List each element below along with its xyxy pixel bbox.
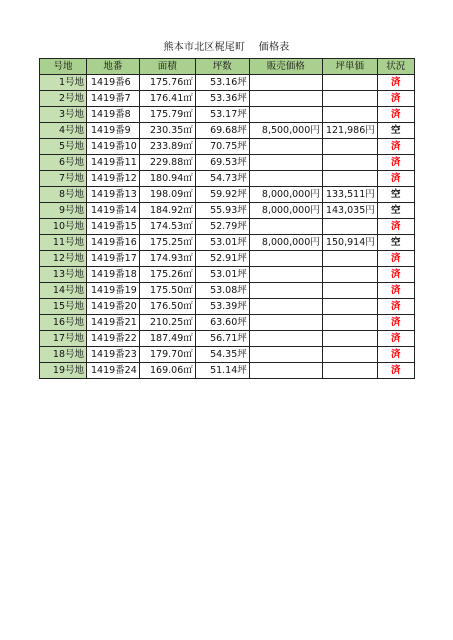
cell-lot: 3号地 — [40, 107, 87, 123]
cell-unit-price: 121,986円 — [322, 123, 377, 139]
cell-area: 180.94㎡ — [139, 171, 195, 187]
cell-price — [249, 283, 322, 299]
cell-tsubo: 52.79坪 — [195, 219, 249, 235]
header-price: 販売価格 — [249, 59, 322, 75]
cell-status: 済 — [377, 347, 414, 363]
cell-unit-price — [322, 347, 377, 363]
cell-price — [249, 139, 322, 155]
cell-status: 済 — [377, 299, 414, 315]
cell-area: 175.50㎡ — [139, 283, 195, 299]
table-row — [40, 155, 415, 171]
cell-tsubo: 69.68坪 — [195, 123, 249, 139]
cell-unit-price — [322, 91, 377, 107]
cell-status: 済 — [377, 139, 414, 155]
cell-area: 179.70㎡ — [139, 347, 195, 363]
cell-price — [249, 331, 322, 347]
cell-tsubo: 53.36坪 — [195, 91, 249, 107]
table-row — [40, 267, 415, 283]
cell-chiban: 1419番15 — [87, 219, 140, 235]
cell-tsubo: 56.71坪 — [195, 331, 249, 347]
cell-lot: 14号地 — [40, 283, 87, 299]
cell-area: 175.25㎡ — [139, 235, 195, 251]
cell-tsubo: 53.16坪 — [195, 75, 249, 91]
cell-chiban: 1419番11 — [87, 155, 140, 171]
cell-status: 済 — [377, 363, 414, 379]
cell-area: 175.79㎡ — [139, 107, 195, 123]
table-row — [40, 91, 415, 107]
cell-lot: 18号地 — [40, 347, 87, 363]
cell-chiban: 1419番14 — [87, 203, 140, 219]
cell-price — [249, 347, 322, 363]
cell-chiban: 1419番22 — [87, 331, 140, 347]
cell-unit-price — [322, 139, 377, 155]
table-row — [40, 187, 415, 203]
cell-price: 8,000,000円 — [249, 187, 322, 203]
cell-status: 済 — [377, 171, 414, 187]
table-row — [40, 171, 415, 187]
cell-area: 169.06㎡ — [139, 363, 195, 379]
cell-unit-price — [322, 299, 377, 315]
table-row — [40, 123, 415, 139]
cell-status: 空 — [377, 235, 414, 251]
cell-area: 229.88㎡ — [139, 155, 195, 171]
cell-area: 176.41㎡ — [139, 91, 195, 107]
table-row — [40, 283, 415, 299]
cell-unit-price: 133,511円 — [322, 187, 377, 203]
cell-price — [249, 267, 322, 283]
cell-price — [249, 107, 322, 123]
cell-lot: 17号地 — [40, 331, 87, 347]
cell-unit-price — [322, 363, 377, 379]
cell-chiban: 1419番12 — [87, 171, 140, 187]
cell-unit-price — [322, 251, 377, 267]
cell-chiban: 1419番23 — [87, 347, 140, 363]
table-row — [40, 203, 415, 219]
cell-chiban: 1419番9 — [87, 123, 140, 139]
cell-lot: 1号地 — [40, 75, 87, 91]
cell-unit-price — [322, 283, 377, 299]
header-chiban: 地番 — [87, 59, 140, 75]
cell-chiban: 1419番6 — [87, 75, 140, 91]
cell-area: 175.76㎡ — [139, 75, 195, 91]
cell-price — [249, 299, 322, 315]
header-tsubo: 坪数 — [195, 59, 249, 75]
cell-price — [249, 363, 322, 379]
cell-lot: 10号地 — [40, 219, 87, 235]
page-title: 熊本市北区梶尾町 価格表 — [163, 42, 290, 53]
table-row — [40, 107, 415, 123]
cell-chiban: 1419番17 — [87, 251, 140, 267]
cell-tsubo: 70.75坪 — [195, 139, 249, 155]
table-row — [40, 75, 415, 91]
cell-lot: 5号地 — [40, 139, 87, 155]
cell-unit-price — [322, 331, 377, 347]
cell-lot: 4号地 — [40, 123, 87, 139]
cell-unit-price — [322, 315, 377, 331]
cell-status: 済 — [377, 155, 414, 171]
cell-area: 184.92㎡ — [139, 203, 195, 219]
cell-price — [249, 171, 322, 187]
cell-status: 空 — [377, 123, 414, 139]
cell-tsubo: 69.53坪 — [195, 155, 249, 171]
header-row — [40, 59, 415, 75]
table-row — [40, 139, 415, 155]
table-row — [40, 347, 415, 363]
cell-area: 230.35㎡ — [139, 123, 195, 139]
cell-area: 187.49㎡ — [139, 331, 195, 347]
cell-area: 233.89㎡ — [139, 139, 195, 155]
cell-status: 済 — [377, 331, 414, 347]
cell-status: 空 — [377, 187, 414, 203]
cell-tsubo: 63.60坪 — [195, 315, 249, 331]
cell-chiban: 1419番13 — [87, 187, 140, 203]
cell-area: 175.26㎡ — [139, 267, 195, 283]
cell-unit-price — [322, 107, 377, 123]
cell-tsubo: 55.93坪 — [195, 203, 249, 219]
cell-lot: 8号地 — [40, 187, 87, 203]
cell-lot: 13号地 — [40, 267, 87, 283]
cell-tsubo: 53.08坪 — [195, 283, 249, 299]
cell-chiban: 1419番24 — [87, 363, 140, 379]
cell-tsubo: 52.91坪 — [195, 251, 249, 267]
cell-price — [249, 91, 322, 107]
cell-tsubo: 53.17坪 — [195, 107, 249, 123]
cell-chiban: 1419番21 — [87, 315, 140, 331]
cell-lot: 15号地 — [40, 299, 87, 315]
header-unit-price: 坪単価 — [322, 59, 377, 75]
cell-price — [249, 219, 322, 235]
cell-lot: 16号地 — [40, 315, 87, 331]
header-status: 状況 — [377, 59, 414, 75]
price-table — [39, 58, 415, 379]
cell-tsubo: 51.14坪 — [195, 363, 249, 379]
cell-status: 済 — [377, 283, 414, 299]
cell-area: 210.25㎡ — [139, 315, 195, 331]
table-row — [40, 315, 415, 331]
table-row — [40, 251, 415, 267]
cell-price — [249, 75, 322, 91]
cell-unit-price — [322, 267, 377, 283]
cell-status: 済 — [377, 91, 414, 107]
cell-status: 済 — [377, 75, 414, 91]
cell-status: 済 — [377, 219, 414, 235]
cell-status: 済 — [377, 251, 414, 267]
cell-unit-price — [322, 219, 377, 235]
cell-chiban: 1419番10 — [87, 139, 140, 155]
cell-lot: 11号地 — [40, 235, 87, 251]
cell-lot: 9号地 — [40, 203, 87, 219]
cell-lot: 2号地 — [40, 91, 87, 107]
cell-tsubo: 54.73坪 — [195, 171, 249, 187]
table-row — [40, 219, 415, 235]
cell-price: 8,500,000円 — [249, 123, 322, 139]
cell-price: 8,000,000円 — [249, 235, 322, 251]
cell-price — [249, 251, 322, 267]
cell-chiban: 1419番20 — [87, 299, 140, 315]
cell-chiban: 1419番7 — [87, 91, 140, 107]
cell-unit-price — [322, 155, 377, 171]
cell-area: 198.09㎡ — [139, 187, 195, 203]
cell-price: 8,000,000円 — [249, 203, 322, 219]
cell-tsubo: 53.39坪 — [195, 299, 249, 315]
table-row — [40, 235, 415, 251]
table-row — [40, 299, 415, 315]
cell-tsubo: 53.01坪 — [195, 235, 249, 251]
cell-unit-price: 143,035円 — [322, 203, 377, 219]
cell-status: 済 — [377, 267, 414, 283]
cell-lot: 7号地 — [40, 171, 87, 187]
cell-status: 空 — [377, 203, 414, 219]
cell-chiban: 1419番8 — [87, 107, 140, 123]
cell-lot: 19号地 — [40, 363, 87, 379]
cell-status: 済 — [377, 107, 414, 123]
cell-tsubo: 59.92坪 — [195, 187, 249, 203]
cell-unit-price — [322, 75, 377, 91]
cell-lot: 6号地 — [40, 155, 87, 171]
cell-tsubo: 54.35坪 — [195, 347, 249, 363]
table-header — [40, 59, 415, 75]
table-row — [40, 363, 415, 379]
cell-chiban: 1419番19 — [87, 283, 140, 299]
cell-tsubo: 53.01坪 — [195, 267, 249, 283]
cell-area: 174.93㎡ — [139, 251, 195, 267]
cell-price — [249, 155, 322, 171]
cell-price — [249, 315, 322, 331]
header-lot: 号地 — [40, 59, 87, 75]
table-row — [40, 331, 415, 347]
cell-chiban: 1419番16 — [87, 235, 140, 251]
cell-area: 174.53㎡ — [139, 219, 195, 235]
cell-lot: 12号地 — [40, 251, 87, 267]
cell-status: 済 — [377, 315, 414, 331]
cell-unit-price: 150,914円 — [322, 235, 377, 251]
header-area: 面積 — [139, 59, 195, 75]
cell-area: 176.50㎡ — [139, 299, 195, 315]
cell-chiban: 1419番18 — [87, 267, 140, 283]
table-body — [40, 75, 415, 379]
cell-unit-price — [322, 171, 377, 187]
